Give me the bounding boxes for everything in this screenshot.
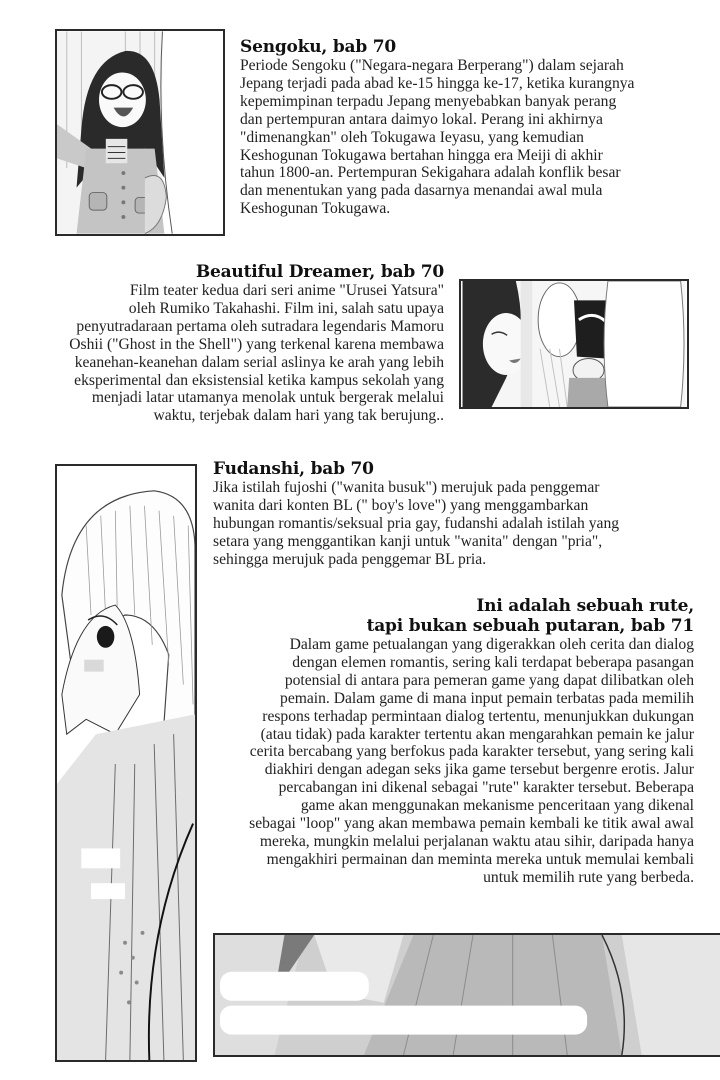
note-line: Oshii ("Ghost in the Shell") yang terkenal karena membawa [69, 335, 444, 353]
note-line: game akan menggunakan mekanisme penceritaan yang dikenal [300, 797, 694, 815]
note-line: Periode Sengoku ("Negara-negara Berperang") dalam sejarah [240, 57, 624, 74]
note-line: mereka, mungkin melalui perjalanan waktu atau sihir, daripada hanya [259, 832, 694, 850]
note-line: (atau tidak) pada karakter tertentu akan mengarahkan pemain ke jalur [260, 725, 694, 743]
note-body [213, 479, 619, 569]
note-line: dan pertempuran antara daimyo lokal. Perang ini akhirnya [240, 110, 603, 128]
note-title-line: tapi bukan sebuah putaran, bab 71 [366, 616, 694, 636]
note-line: Jepang terjadi pada abad ke-15 hingga ke-17, ketika kurangnya [240, 74, 635, 92]
note-line: pemain. Dalam game di mana input pemain terbatas pada memilih [280, 689, 694, 707]
note-body [240, 57, 634, 218]
note-line: Jika istilah fujoshi ("wanita busuk") merujuk pada penggemar [213, 479, 600, 496]
note-line: oleh Rumiko Takahashi. Film ini, salah satu upaya [128, 299, 444, 317]
note-line: diakhiri dengan adegan seks jika game tersebut bergenre erotis. Jalur [264, 761, 694, 779]
note-title-line: Ini adalah sebuah rute, [476, 596, 694, 616]
note-title: Beautiful Dreamer, bab 70 [195, 262, 444, 282]
note-title [249, 596, 694, 636]
note-line: dengan elemen romantis, sering kali terdapat beberapa pasangan [292, 653, 694, 671]
note-line: penyutradaraan pertama oleh sutradara legendaris Mamoru [76, 317, 444, 335]
note-line: wanita dari konten BL (" boy's love") yang menggambarkan [213, 496, 589, 514]
panel-girl-with-glasses [55, 29, 225, 236]
note-line: dan menentukan yang pada dasarnya menandai awal mula [240, 182, 603, 200]
note-line: "dimenangkan" oleh Tokugawa Ieyasu, yang kemudian [240, 128, 584, 146]
note-line: Dalam game petualangan yang digerakkan oleh cerita dan dialog [289, 636, 694, 653]
note-route-not-loop [249, 596, 694, 887]
note-line: sebagai "loop" yang akan membawa pemain kembali ke titik awal awal [249, 815, 694, 833]
note-line: waktu, terjebak dalam hari yang tak berujung.. [153, 407, 444, 425]
note-line: menjadi latar utamanya menolak untuk bergerak melalui [91, 389, 444, 407]
panel-bottom-closeup [213, 933, 720, 1057]
note-sengoku [240, 37, 634, 218]
manga-girl-profile-icon [57, 466, 195, 1060]
note-title: Fudanshi, bab 70 [213, 459, 374, 479]
panel-two-characters [459, 279, 689, 409]
note-line: Keshogunan Tokugawa. [240, 200, 391, 218]
manga-closeup-icon [215, 935, 720, 1055]
note-beautiful-dreamer [69, 262, 444, 425]
note-line: percabangan ini dikenal sebagai "rute" karakter tersebut. Beberapa [278, 779, 694, 797]
note-line: tahun 1800-an. Pertempuran Sekigahara adalah konflik besar [240, 164, 621, 182]
manga-two-characters-icon [461, 281, 687, 407]
note-fudanshi [213, 459, 619, 569]
note-body [69, 282, 444, 425]
note-line: untuk memilih rute yang berbeda. [483, 868, 694, 886]
note-body [249, 636, 694, 887]
note-line: cerita bercabang yang berfokus pada karakter tersebut, yang sering kali [249, 743, 694, 761]
note-line: Keshogunan Tokugawa bertahan hingga era Meiji di akhir [240, 146, 603, 164]
note-line: eksperimental dan eksistensial ketika kampus sekolah yang [74, 371, 444, 389]
note-line: mengakhiri permainan dan meminta mereka untuk memulai kembali [266, 850, 694, 868]
panel-girl-profile [55, 464, 197, 1062]
note-line: keanehan-keanehan dalam serial aslinya ke arah yang lebih [74, 353, 444, 371]
note-line: potensial di antara para pemeran game yang dapat dilibatkan oleh [284, 671, 694, 689]
note-line: kepemimpinan terpadu Jepang menyebabkan banyak perang [240, 92, 617, 110]
note-line: hubungan romantis/seksual pria gay, fudanshi adalah istilah yang [213, 514, 620, 532]
note-line: setara yang menggantikan kanji untuk "wanita" dengan "pria", [213, 532, 603, 550]
note-line: respons terhadap permintaan dialog tertentu, menunjukkan dukungan [262, 707, 694, 725]
note-line: Film teater kedua dari seri anime "Urusei Yatsura" [129, 282, 444, 299]
note-line: sehingga merujuk pada penggemar BL pria. [213, 550, 487, 568]
note-title: Sengoku, bab 70 [240, 37, 397, 57]
manga-girl-glasses-icon [57, 31, 223, 234]
